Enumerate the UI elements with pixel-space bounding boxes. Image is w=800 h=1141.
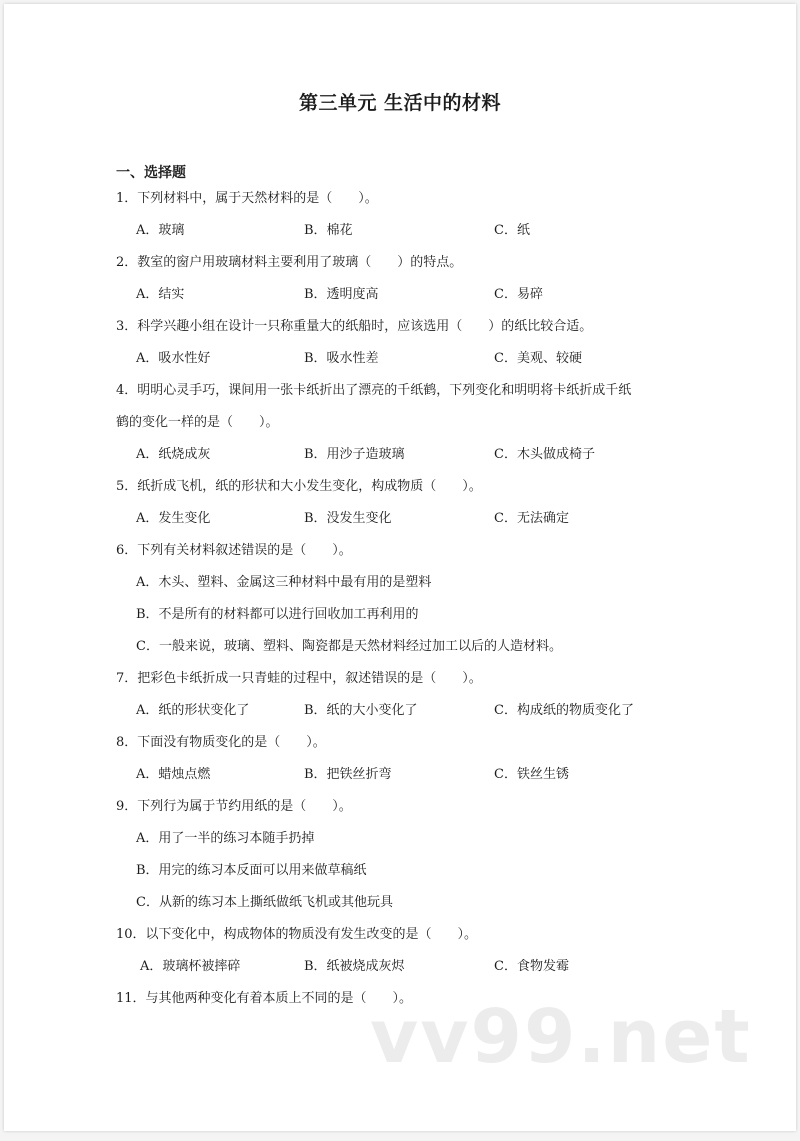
question-2-option-b: B．透明度高 [304,287,379,302]
question-10-option-c: C．食物发霉 [494,959,569,974]
question-5-option-c: C．无法确定 [494,511,569,526]
question-3-option-b: B．吸水性差 [304,351,379,366]
question-4-stem-continued: 鹤的变化一样的是（ ）。 [116,415,279,430]
question-7-option-b: B．纸的大小变化了 [304,703,418,718]
page-title: 第三单元 生活中的材料 [298,92,502,114]
question-1-option-c: C．纸 [494,223,530,238]
question-10-option-b: B．纸被烧成灰烬 [304,959,405,974]
document-page [4,4,796,1131]
question-9-option-b: B．用完的练习本反面可以用来做草稿纸 [136,863,367,878]
question-2-option-a: A．结实 [136,287,185,302]
question-3-stem: 3．科学兴趣小组在设计一只称重量大的纸船时，应该选用（ ）的纸比较合适。 [116,319,593,334]
question-8-option-c: C．铁丝生锈 [494,767,569,782]
question-9-option-a: A．用了一半的练习本随手扔掉 [136,831,315,846]
question-4-stem: 4．明明心灵手巧，课间用一张卡纸折出了漂亮的千纸鹤，下列变化和明明将卡纸折成千纸 [116,383,632,398]
question-7-option-a: A．纸的形状变化了 [136,703,250,718]
question-8-option-b: B．把铁丝折弯 [304,767,392,782]
question-6-option-c: C．一般来说，玻璃、塑料、陶瓷都是天然材料经过加工以后的人造材料。 [136,639,562,654]
section-heading: 一、选择题 [116,165,186,181]
question-3-option-c: C．美观、较硬 [494,351,582,366]
question-1-option-a: A．玻璃 [136,223,185,238]
question-2-stem: 2．教室的窗户用玻璃材料主要利用了玻璃（ ）的特点。 [116,255,463,270]
question-5-option-a: A．发生变化 [136,511,211,526]
question-5-stem: 5．纸折成飞机，纸的形状和大小发生变化，构成物质（ ）。 [116,479,482,494]
question-10-option-a: A．玻璃杯被摔碎 [140,959,241,974]
question-8-stem: 8．下面没有物质变化的是（ ）。 [116,735,326,750]
question-6-option-b: B．不是所有的材料都可以进行回收加工再利用的 [136,607,419,622]
question-9-stem: 9．下列行为属于节约用纸的是（ ）。 [116,799,352,814]
question-8-option-a: A．蜡烛点燃 [136,767,211,782]
question-2-option-c: C．易碎 [494,287,543,302]
question-5-option-b: B．没发生变化 [304,511,392,526]
question-6-stem: 6．下列有关材料叙述错误的是（ ）。 [116,543,352,558]
question-9-option-c: C．从新的练习本上撕纸做纸飞机或其他玩具 [136,895,393,910]
question-1-stem: 1．下列材料中，属于天然材料的是（ ）。 [116,191,378,206]
question-7-option-c: C．构成纸的物质变化了 [494,703,634,718]
question-4-option-b: B．用沙子造玻璃 [304,447,405,462]
question-1-option-b: B．棉花 [304,223,353,238]
question-11-stem: 11．与其他两种变化有着本质上不同的是（ ）。 [116,991,413,1006]
question-3-option-a: A．吸水性好 [136,351,211,366]
watermark: vv99.net [370,994,752,1080]
question-4-option-a: A．纸烧成灰 [136,447,211,462]
question-10-stem: 10．以下变化中，构成物体的物质没有发生改变的是（ ）。 [116,927,478,942]
question-4-option-c: C．木头做成椅子 [494,447,595,462]
question-6-option-a: A．木头、塑料、金属这三种材料中最有用的是塑料 [136,575,432,590]
question-7-stem: 7．把彩色卡纸折成一只青蛙的过程中，叙述错误的是（ ）。 [116,671,482,686]
